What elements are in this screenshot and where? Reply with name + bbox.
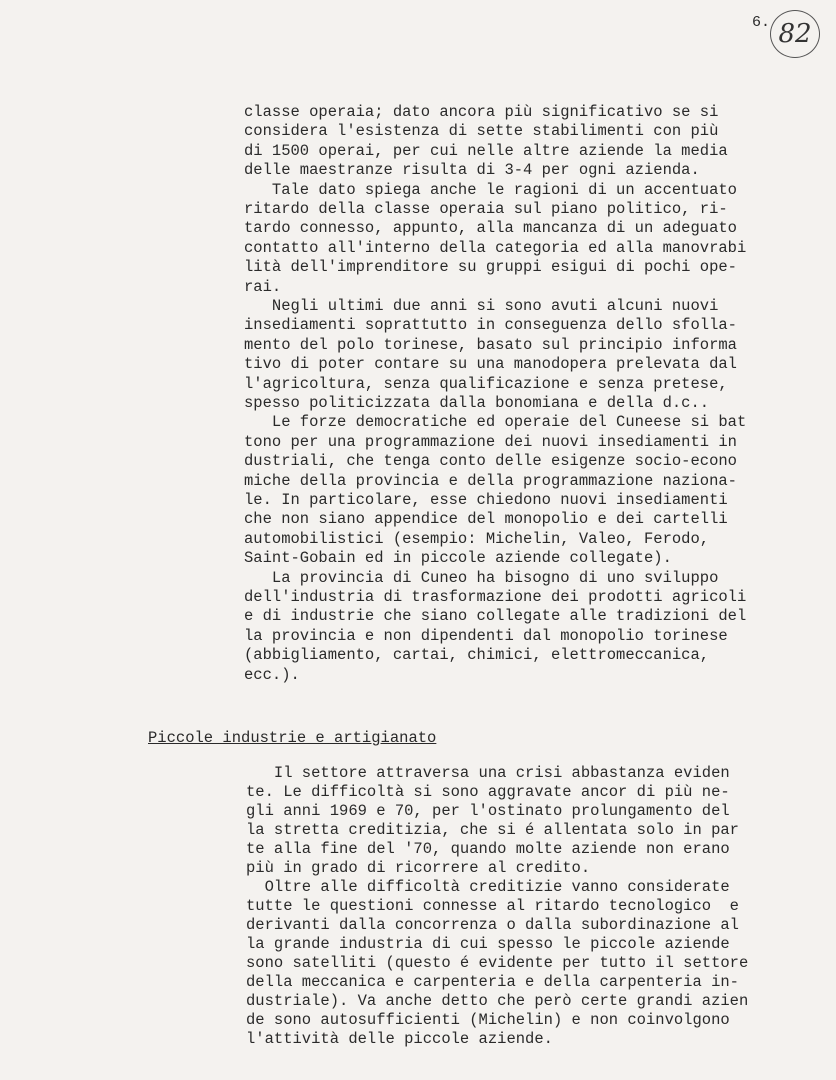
text-line: Il settore attraversa una crisi abbastanza eviden: [246, 764, 730, 782]
text-line: miche della provincia e della programmazione naziona-: [244, 471, 737, 490]
text-line: di 1500 operai, per cui nelle altre aziende la media: [244, 141, 728, 160]
text-line: (abbigliamento, cartai, chimici, elettromeccanica,: [244, 646, 710, 665]
text-line: dustriale). Va anche detto che però certe grandi azien: [246, 992, 749, 1010]
text-line: l'attività delle piccole aziende.: [246, 1030, 553, 1048]
text-line: dustriali, che tenga conto delle esigenze socio-econo: [244, 452, 737, 471]
text-line: l'agricoltura, senza qualificazione e senza pretese,: [244, 374, 728, 393]
page-number: 6.: [752, 14, 771, 31]
text-line: Oltre alle difficoltà creditizie vanno considerate: [246, 878, 730, 896]
text-line: la grande industria di cui spesso le piccole aziende: [246, 935, 730, 953]
text-line: La provincia di Cuneo ha bisogno di uno sviluppo: [244, 568, 719, 587]
text-line: classe operaia; dato ancora più significativo se si: [244, 103, 719, 121]
text-line: le. In particolare, esse chiedono nuovi insediamenti: [244, 491, 728, 509]
text-line: ritardo della classe operaia sul piano politico, ri-: [244, 200, 728, 218]
text-line: che non siano appendice del monopolio e dei cartelli: [244, 510, 728, 529]
text-line: della meccanica e carpenteria e della carpenteria in-: [246, 973, 739, 991]
text-line: Le forze democratiche ed operaie del Cuneese si bat: [244, 413, 747, 432]
text-line: derivanti dalla concorrenza o dalla subordinazione al: [246, 916, 739, 934]
text-line: tono per una programmazione dei nuovi insediamenti in: [244, 432, 737, 451]
text-line: rai.: [244, 277, 282, 296]
text-line: automobilistici (esempio: Michelin, Valeo, Ferodo,: [244, 529, 710, 548]
text-line: considera l'esistenza di sette stabilimenti con più: [244, 122, 719, 141]
text-line: la stretta creditizia, che si é allentata solo in par: [246, 821, 739, 839]
text-line: e di industrie che siano collegate alle tradizioni del: [244, 607, 747, 626]
archive-stamp: 82: [770, 10, 820, 58]
text-line: te alla fine del '70, quando molte aziende non erano: [246, 840, 730, 858]
section-heading: Piccole industrie e artigianato: [148, 729, 437, 747]
text-line: insediamenti soprattutto in conseguenza dello sfolla-: [244, 316, 737, 335]
text-line: contatto all'interno della categoria ed alla manovrabi: [244, 238, 747, 257]
text-line: lità dell'imprenditore su gruppi esigui di pochi ope-: [244, 258, 737, 277]
text-line: te. Le difficoltà si sono aggravate ancor di più ne-: [246, 783, 730, 801]
text-line: Saint-Gobain ed in piccole aziende collegate).: [244, 549, 672, 568]
text-line: Negli ultimi due anni si sono avuti alcuni nuovi: [244, 297, 719, 315]
text-line: tutte le questioni connesse al ritardo tecnologico e: [246, 897, 739, 915]
text-line: Tale dato spiega anche le ragioni di un accentuato: [244, 180, 737, 199]
text-line: sono satelliti (questo é evidente per tutto il settore: [246, 954, 749, 972]
text-line: gli anni 1969 e 70, per l'ostinato prolungamento del: [246, 802, 730, 820]
text-line: ecc.).: [244, 665, 300, 684]
text-line: de sono autosufficienti (Michelin) e non coinvolgono: [246, 1011, 730, 1029]
text-line: tivo di poter contare su una manodopera prelevata dal: [244, 355, 737, 374]
text-line: la provincia e non dipendenti dal monopolio torinese: [244, 626, 728, 645]
text-line: mento del polo torinese, basato sul principio informa: [244, 335, 737, 354]
text-line: delle maestranze risulta di 3-4 per ogni azienda.: [244, 161, 700, 180]
text-line: dell'industria di trasformazione dei prodotti agricoli: [244, 588, 747, 606]
text-line: tardo connesso, appunto, alla mancanza di un adeguato: [244, 219, 737, 238]
text-line: più in grado di ricorrere al credito.: [246, 859, 591, 877]
text-line: spesso politicizzata dalla bonomiana e della d.c..: [244, 394, 710, 412]
